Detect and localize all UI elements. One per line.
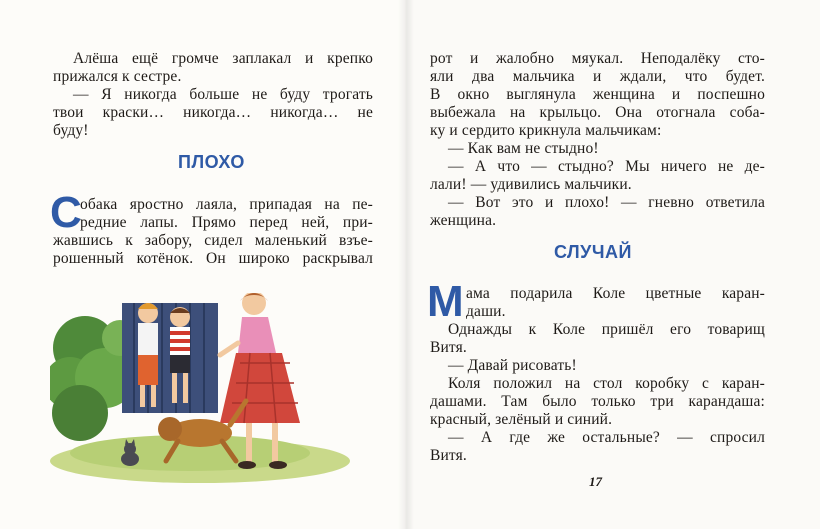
drop-cap: М	[427, 277, 464, 326]
text-line: женщина.	[430, 212, 497, 229]
text-line: — Вот это и плохо! — гневно ответила	[448, 194, 765, 211]
story-title-plokho: ПЛОХО	[178, 152, 245, 172]
drop-cap: С	[50, 188, 82, 237]
text-line: — А где же остальные? — спросил	[448, 429, 765, 446]
text-line: ку и сердито крикнула мальчикам:	[430, 122, 662, 139]
text-line: Коля положил на стол коробку с каран-	[448, 375, 765, 392]
text-line: яли два мальчика и ждали, что будет.	[430, 68, 765, 85]
text-line: рот и жалобно мяукал. Неподалёку сто-	[430, 50, 765, 67]
text-line: — Как вам не стыдно!	[448, 140, 599, 157]
page-number: 17	[589, 474, 602, 489]
text-line: ама подарила Коле цветные каран-	[466, 285, 765, 302]
text-line: — Давай рисовать!	[448, 357, 577, 374]
text-line: красный, зелёный и синий.	[430, 411, 613, 428]
text-line: В окно выглянула женщина и поспешно	[430, 86, 765, 103]
story-illustration	[50, 293, 360, 483]
text-line: Витя.	[430, 339, 467, 356]
book-gutter	[398, 0, 414, 529]
text-line: жавшись к забору, сидел маленький взъе-	[53, 232, 373, 249]
text-line: редние лапы. Прямо перед ней, при-	[80, 214, 373, 231]
story-title-sluchai: СЛУЧАЙ	[554, 242, 632, 262]
text-line: выбежала на крыльцо. Она отогнала соба-	[430, 104, 765, 121]
text-line: — Я никогда больше не буду трогать	[73, 86, 373, 103]
text-line: буду!	[53, 122, 89, 139]
text-line: дашами. Там было только три карандаша:	[430, 393, 765, 410]
text-line: прижался к сестре.	[53, 68, 182, 85]
text-line: рошенный котёнок. Он широко раскрывал	[53, 250, 373, 267]
text-line: даши.	[466, 303, 506, 320]
text-line: — А что — стыдно? Мы ничего не де-	[448, 158, 765, 175]
text-line: обака яростно лаяла, припадая на пе-	[80, 196, 373, 213]
text-line: Алёша ещё громче заплакал и крепко	[73, 50, 373, 67]
text-line: Однажды к Коле пришёл его товарищ	[448, 321, 765, 338]
text-line: Витя.	[430, 447, 467, 464]
text-line: твои краски… никогда… никогда… не	[53, 104, 373, 121]
text-line: лали! — удивились мальчики.	[430, 176, 632, 193]
